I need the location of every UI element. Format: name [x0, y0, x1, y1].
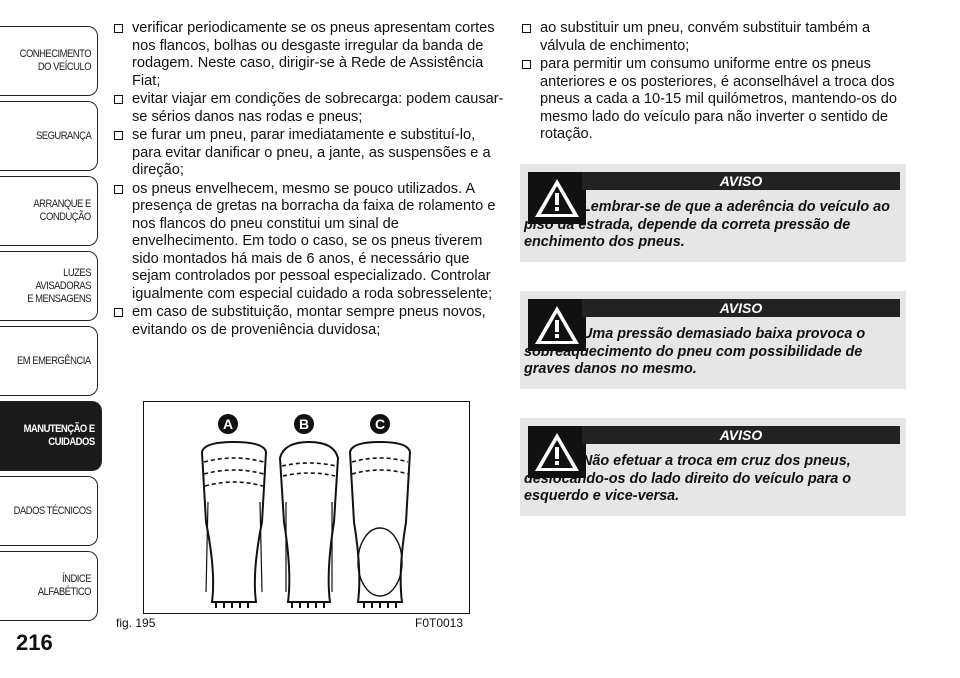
list-item: verificar periodicamente se os pneus apresentam cortes nos flancos, bolhas ou desgaste irregular da banda de rodagem. Neste caso, dirigir-se à Rede de Assistência Fiat;: [114, 20, 506, 90]
figure-code: F0T0013: [415, 616, 464, 630]
list-item: ao substituir um pneu, convém substituir também a válvula de enchimento;: [522, 20, 910, 55]
page-number: 216: [16, 630, 53, 655]
tab-label: ARRANQUE E CONDUÇÃO: [33, 198, 91, 223]
warning-header: AVISO: [582, 299, 900, 317]
tab-seguranca[interactable]: [0, 101, 98, 171]
bullet-box-icon: [114, 131, 123, 140]
warning-text: Não efetuar a troca em cruz dos pneus, deslocando-os do lado direito do veículo para o esquerdo e vice-versa.: [524, 453, 852, 504]
warning-box: [520, 164, 906, 262]
list-item: para permitir um consumo uniforme entre os pneus anteriores e os posteriores, é aconselhável a troca dos pneus a cada a 10-15 mil quilómetros, mantendo-os do mesmo lado do veículo para não inverter o sentido de rotação.: [522, 56, 910, 144]
tab-conhecimento-do-veiculo[interactable]: [0, 26, 98, 96]
tire-wear-figure: [143, 401, 470, 614]
tab-luzes-avisadoras[interactable]: [0, 251, 98, 321]
tire-illustration: [280, 442, 338, 608]
label-c: C: [374, 416, 386, 432]
tab-dados-tecnicos[interactable]: [0, 476, 98, 546]
bullet-box-icon: [114, 24, 123, 33]
tab-manutencao-e-cuidados[interactable]: [0, 401, 102, 471]
bullet-box-icon: [114, 95, 123, 104]
tab-label: ÍNDICE ALFABÉTICO: [37, 573, 91, 598]
warning-box: [520, 291, 906, 389]
list-item: em caso de substituição, montar sempre pneus novos, evitando os de proveniência duvidosa;: [114, 304, 506, 339]
tab-indice-alfabetico[interactable]: [0, 551, 98, 621]
warning-box: [520, 418, 906, 516]
tab-em-emergencia[interactable]: [0, 326, 98, 396]
right-column: [522, 20, 910, 145]
label-b: B: [298, 416, 310, 432]
label-a: A: [222, 416, 234, 432]
tab-label: LUZES AVISADORAS E MENSAGENS: [27, 266, 91, 305]
tab-label: EM EMERGÊNCIA: [17, 354, 91, 367]
tab-arranque-e-conducao[interactable]: [0, 176, 98, 246]
list-item: os pneus envelhecem, mesmo se pouco utilizados. A presença de gretas na borracha da faixa de rolamento e nos flancos do pneu constitui um sinal de envelhecimento. Em todo o caso, se os pneus tiverem sido montados há mais de 6 anos, é necessário que sejam controlados por pessoal especializado. Controlar igualmente com especial cuidado a roda sobresselente;: [114, 181, 506, 304]
list-item: evitar viajar em condições de sobrecarga: podem causar-se sérios danos nas rodas e pneus;: [114, 91, 506, 126]
warning-header: AVISO: [582, 172, 900, 190]
bullet-box-icon: [114, 185, 123, 194]
tab-label: SEGURANÇA: [35, 129, 91, 142]
bullet-box-icon: [522, 60, 531, 69]
list-item: se furar um pneu, parar imediatamente e substituí-lo, para evitar danificar o pneu, a jante, as suspensões e a direção;: [114, 127, 506, 180]
figure-caption: fig. 195: [116, 616, 156, 630]
tab-label: MANUTENÇÃO E CUIDADOS: [23, 423, 95, 448]
tire-illustration: [202, 442, 266, 608]
tire-illustration: [350, 442, 410, 608]
bullet-box-icon: [114, 308, 123, 317]
bullet-box-icon: [522, 24, 531, 33]
warning-text: Lembrar-se de que a aderência do veículo ao piso da estrada, depende da correta pressão de enchimento dos pneus.: [524, 199, 890, 250]
warning-header: AVISO: [582, 426, 900, 444]
tab-label: CONHECIMENTO DO VEÍCULO: [19, 48, 91, 73]
warning-text: Uma pressão demasiado baixa provoca o sobreaquecimento do pneu com possibilidade de graves danos no mesmo.: [524, 326, 866, 377]
left-column: [114, 20, 506, 340]
tab-label: DADOS TÉCNICOS: [13, 504, 91, 517]
